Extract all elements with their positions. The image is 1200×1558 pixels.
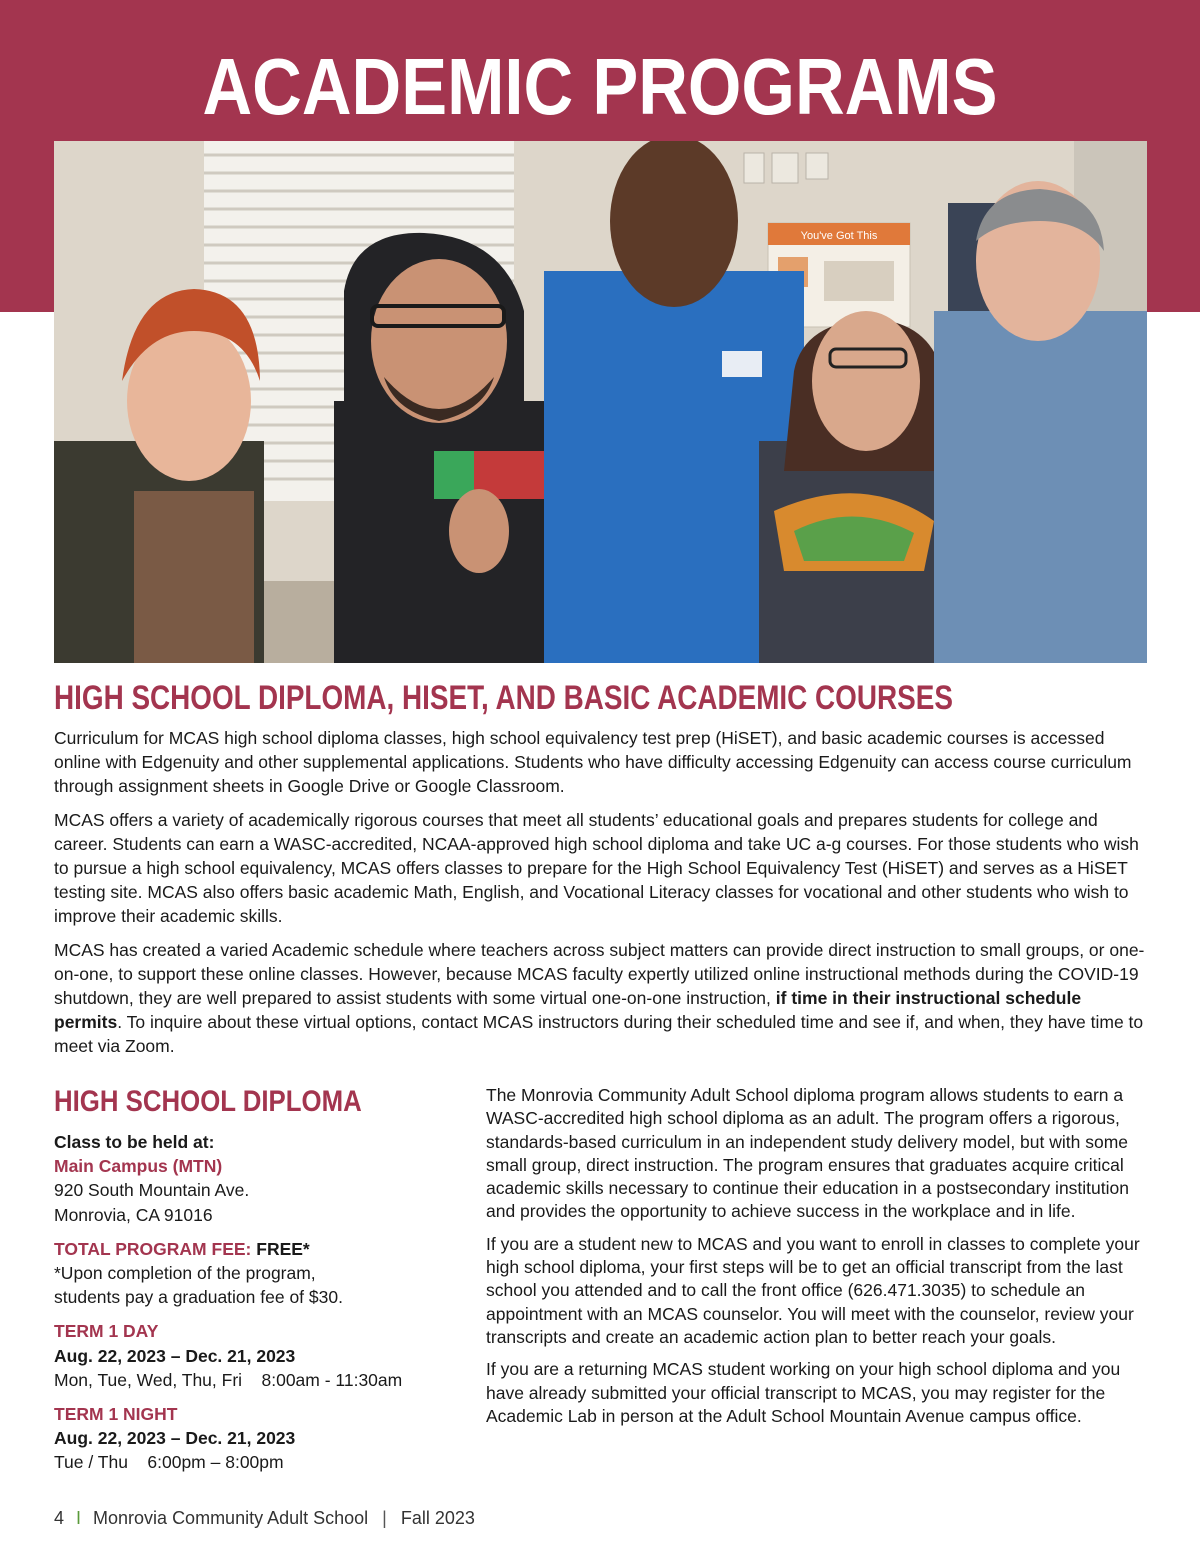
footer-separator-1: I	[76, 1508, 82, 1528]
intro-text	[54, 726, 1154, 1068]
term-day-dates: Aug. 22, 2023 – Dec. 21, 2023	[54, 1345, 296, 1366]
section-title: HIGH SCHOOL DIPLOMA, HISET, AND BASIC ACADEMIC COURSES	[54, 679, 953, 717]
diploma-paragraph-3: If you are a returning MCAS student working on your high school diploma and you have already submitted your official transcript to MCAS, you may register for the Academic Lab in person at the Adult School Mountain Avenue campus office.	[486, 1359, 1121, 1426]
intro-paragraph-3	[54, 938, 1154, 1059]
footer-separator-2: |	[382, 1508, 387, 1528]
intro-p3-bold: if time in their instructional schedule permits	[54, 988, 1082, 1033]
term-night-schedule	[54, 1450, 454, 1474]
campus-name: Main Campus (MTN)	[54, 1156, 223, 1177]
address-line-2: Monrovia, CA 91016	[54, 1204, 213, 1225]
page-footer	[54, 1506, 475, 1530]
footer-term: Fall 2023	[400, 1508, 475, 1528]
term-night-days: Tue / Thu	[54, 1452, 128, 1473]
intro-p3-end: . To inquire about these virtual options, contact MCAS instructors during their scheduled time and see if, and when, they have time to meet via Zoom.	[54, 1012, 1144, 1057]
intro-p3-start: MCAS has created a varied Academic schedule where teachers across subject matters can provide direct instruction to small groups, or one-on-one, to support these online classes. However, because MCAS faculty expertly utilized online instructional methods during the COVID-19 shutdown, they are well prepared to assist students with some virtual one-on-one instruction,	[54, 939, 1145, 1009]
intro-paragraph-2: MCAS offers a variety of academically rigorous courses that meet all students’ educational goals and prepares students for college and career. Students can earn a WASC-accredited, NCAA-approved high school diploma and take UC a-g courses. For those students who wish to pursue a high school equivalency, MCAS offers classes to prepare for the High School Equivalency Test (HiSET) and serves as a HiSET testing site. MCAS also offers basic academic Math, English, and Vocational Literacy classes for vocational and other students who wish to improve their academic skills.	[54, 809, 1139, 927]
term-night-label: TERM 1 NIGHT	[54, 1404, 178, 1425]
footer-school-name: Monrovia Community Adult School	[93, 1508, 369, 1528]
diploma-title: HIGH SCHOOL DIPLOMA	[54, 1085, 362, 1118]
term-day-label: TERM 1 DAY	[54, 1321, 159, 1342]
fee-note-1: *Upon completion of the program,	[54, 1263, 316, 1284]
fee-value: FREE*	[256, 1238, 310, 1259]
poster-title: You've Got This	[800, 230, 878, 242]
fee-label: TOTAL PROGRAM FEE:	[54, 1238, 252, 1259]
diploma-description	[486, 1084, 1156, 1437]
term-night-time: 6:00pm – 8:00pm	[147, 1452, 284, 1473]
diploma-paragraph-2: If you are a student new to MCAS and you want to enroll in classes to complete your high school diploma, your first steps will be to get an official transcript from the last school you attended and to call the front office (626.471.3035) to schedule an appointment with an MCAS counselor. You will meet with the counselor, review your transcripts and create an academic action plan to better reach your goals.	[486, 1233, 1140, 1347]
diploma-details	[54, 1084, 454, 1475]
term-day-schedule	[54, 1368, 454, 1392]
fee-note-2: students pay a graduation fee of $30.	[54, 1287, 343, 1308]
held-at-label: Class to be held at:	[54, 1132, 215, 1152]
intro-paragraph-1: Curriculum for MCAS high school diploma classes, high school equivalency test prep (HiSET), and basic academic courses is accessed online with Edgenuity and other supplemental applications. Students who have difficulty accessing Edgenuity can access course curriculum through assignment sheets in Google Drive or Google Classroom.	[54, 728, 1132, 797]
page-number: 4	[54, 1508, 65, 1528]
term-day-time: 8:00am - 11:30am	[261, 1369, 403, 1390]
group-photo	[54, 141, 1147, 663]
diploma-paragraph-1: The Monrovia Community Adult School diploma program allows students to earn a WASC-accredited high school diploma as an adult. The program offers a rigorous, standards-based curriculum in an independent study delivery model, but with some small group, direct instruction. The program ensures that graduates acquire critical academic skills necessary to continue their education in a postsecondary institution and provides the opportunity to achieve success in the workplace and in life.	[486, 1085, 1129, 1222]
term-day-days: Mon, Tue, Wed, Thu, Fri	[54, 1369, 243, 1390]
address-line-1: 920 South Mountain Ave.	[54, 1180, 250, 1201]
term-night-dates: Aug. 22, 2023 – Dec. 21, 2023	[54, 1428, 296, 1449]
program-fee	[54, 1237, 454, 1261]
page-title: ACADEMIC PROGRAMS	[202, 42, 998, 131]
